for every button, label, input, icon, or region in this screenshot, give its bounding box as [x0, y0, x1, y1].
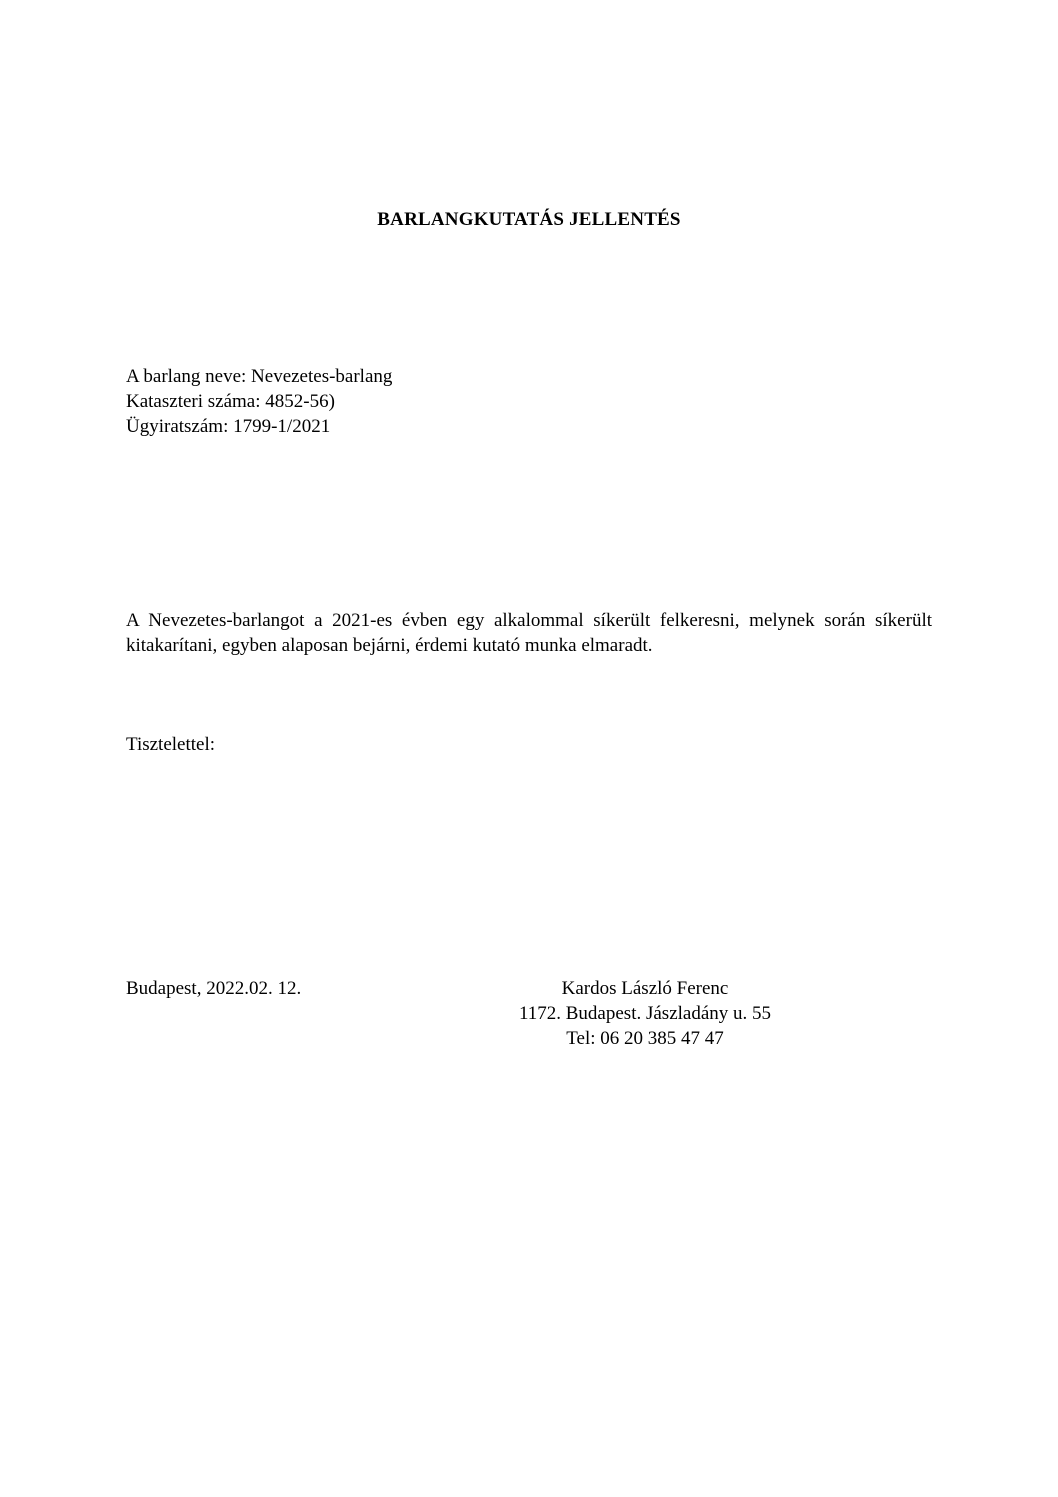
file-number-line: Ügyiratszám: 1799-1/2021 [126, 416, 331, 437]
report-title: BARLANGKUTATÁS JELLENTÉS [377, 209, 681, 230]
cave-name-line: A barlang neve: Nevezetes-barlang [126, 366, 393, 387]
cave-info-block [126, 364, 626, 439]
signature-block [470, 976, 820, 1051]
signer-name: Kardos László Ferenc [561, 978, 729, 999]
report-body-paragraph: A Nevezetes-barlangot a 2021-es évben egy alkalommal síkerült felkeresni, melynek során síkerült kitakarítani, egyben alaposan bejárni, érdemi kutató munka elmaradt. [126, 610, 932, 656]
signer-address: 1172. Budapest. Jászladány u. 55 [518, 1003, 772, 1024]
greeting: Tisztelettel: [126, 734, 216, 755]
signer-phone: Tel: 06 20 385 47 47 [566, 1028, 724, 1049]
cadastral-number-line: Kataszteri száma: 4852-56) [126, 391, 335, 412]
place-and-date: Budapest, 2022.02. 12. [126, 978, 302, 999]
